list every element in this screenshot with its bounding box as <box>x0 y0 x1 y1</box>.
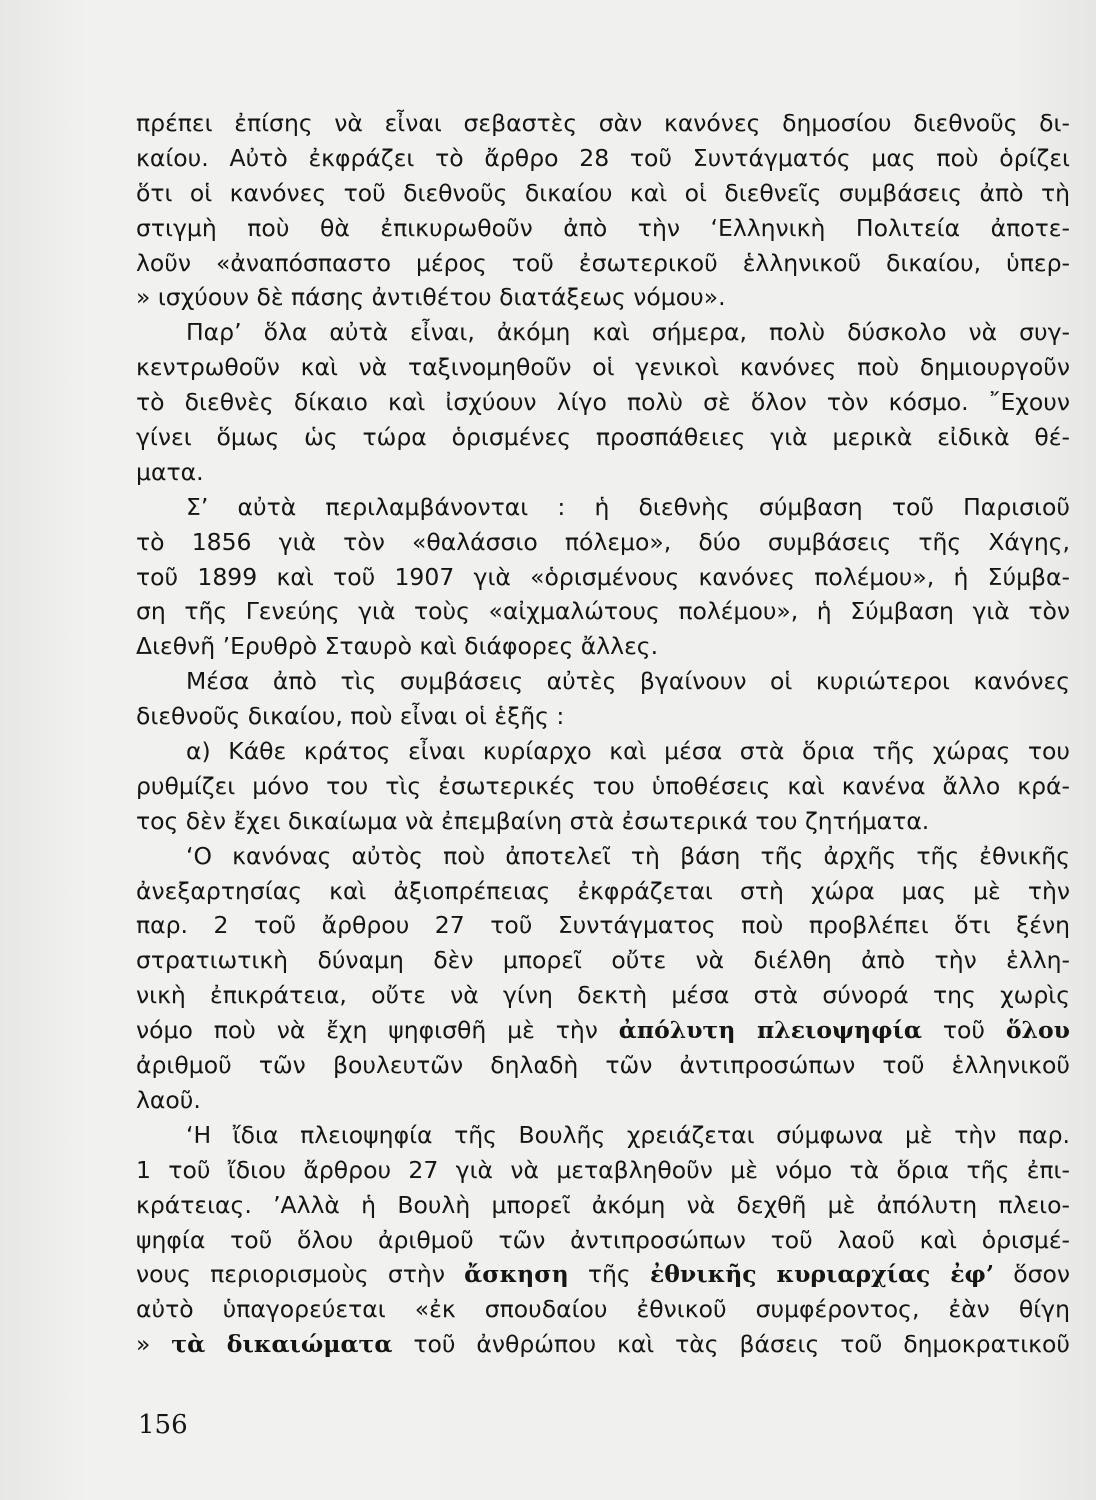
text-line: κεντρωθοῦν καὶ νὰ ταξινομηθοῦν οἱ γενικοὶ κανόνες ποὺ δημιουργοῦν <box>136 353 1070 382</box>
text-line: τοῦ 1899 καὶ τοῦ 1907 γιὰ «ὁρισμένους κανόνες πολέμου», ἡ Σύμβα- <box>136 562 1070 591</box>
paragraph-start-line: ‘Ο κανόνας αὐτὸς ποὺ ἀποτελεῖ τὴ βάση τῆς ἀρχῆς τῆς ἐθνικῆς <box>186 841 1070 870</box>
text-line: καίου. Αὐτὸ ἐκφράζει τὸ ἄρθρο 28 τοῦ Συντάγματός μας ποὺ ὁρίζει <box>136 143 1070 172</box>
text-line: τὸ διεθνὲς δίκαιο καὶ ἰσχύουν λίγο πολὺ σὲ ὅλον τὸν κόσμο. ῎Εχουν <box>136 388 1070 417</box>
text-line: λαοῦ. <box>136 1085 201 1114</box>
text-line: κράτειας. ’Αλλὰ ἡ Βουλὴ μπορεῖ ἀκόμη νὰ δεχθῆ μὲ ἀπόλυτη πλειο- <box>136 1190 1070 1219</box>
text-run: τῆς <box>568 1260 650 1289</box>
text-line: παρ. 2 τοῦ ἄρθρου 27 τοῦ Συντάγματος ποὺ προβλέπει ὅτι ξένη <box>136 911 1070 940</box>
text-run: νους περιορισμοὺς στὴν <box>136 1260 465 1289</box>
text-line: αὐτὸ ὑπαγορεύεται «ἐκ σπουδαίου ἐθνικοῦ συμφέροντος, ἐὰν θίγη <box>136 1295 1070 1324</box>
text-line: στιγμὴ ποὺ θὰ ἐπικυρωθοῦν ἀπὸ τὴν ‘Ελληνικὴ Πολιτεία ἀποτε- <box>136 213 1070 242</box>
text-line-with-bold <box>136 1257 1070 1292</box>
text-line: πρέπει ἐπίσης νὰ εἶναι σεβαστὲς σὰν κανόνες δημοσίου διεθνοῦς δι- <box>136 109 1070 137</box>
paragraph-start-line: Μέσα ἀπὸ τὶς συμβάσεις αὐτὲς βγαίνουν οἱ κυριώτεροι κανόνες <box>186 667 1070 696</box>
text-line: νικὴ ἐπικράτεια, οὔτε νὰ γίνη δεκτὴ μέσα στὰ σύνορά της χωρὶς <box>136 981 1070 1010</box>
text-run: νόμο ποὺ νὰ ἔχη ψηφισθῆ μὲ τὴν <box>136 1016 619 1045</box>
text-line: 1 τοῦ ἴδιου ἄρθρου 27 γιὰ νὰ μεταβληθοῦν μὲ νόμο τὰ ὅρια τῆς ἐπι- <box>136 1155 1070 1184</box>
text-line: » ισχύουν δὲ πάσης ἀντιθέτου διατάξεως νόμου». <box>136 283 726 312</box>
text-line: ψηφία τοῦ ὅλου ἀριθμοῦ τῶν ἀντιπροσώπων τοῦ λαοῦ καὶ ὁρισμέ- <box>136 1225 1070 1254</box>
text-line: ὅτι οἱ κανόνες τοῦ διεθνοῦς δικαίου καὶ οἱ διεθνεῖς συμβάσεις ἀπὸ τὴ <box>136 178 1070 207</box>
bold-phrase: ἄσκηση <box>464 1260 569 1289</box>
text-line-with-bold <box>136 1327 1070 1362</box>
text-line: στρατιωτικὴ δύναμη δὲν μπορεῖ οὔτε νὰ διέλθη ἀπὸ τὴν ἑλλη- <box>136 946 1070 975</box>
text-run: τοῦ ἀνθρώπου καὶ τὰς βάσεις τοῦ δημοκρατικοῦ <box>392 1330 1070 1359</box>
paragraph-start-line: Παρ’ ὅλα αὐτὰ εἶναι, ἀκόμη καὶ σήμερα, πολὺ δύσκολο νὰ συγ- <box>186 318 1070 347</box>
text-line: τος δὲν ἔχει δικαίωμα νὰ ἐπεμβαίνη στὰ ἐσωτερικά του ζητήματα. <box>136 806 930 835</box>
text-line: ματα. <box>136 457 204 486</box>
text-line: ση τῆς Γενεύης γιὰ τοὺς «αἰχμαλώτους πολέμου», ἡ Σύμβαση γιὰ τὸν <box>136 597 1070 626</box>
body-text <box>136 106 1070 1362</box>
text-line: λοῦν «ἀναπόσπαστο μέρος τοῦ ἐσωτερικοῦ ἑλληνικοῦ δικαίου, ὑπερ- <box>136 248 1070 277</box>
bold-phrase: τὰ δικαιώματα <box>171 1330 393 1359</box>
text-line: γίνει ὅμως ὡς τώρα ὁρισμένες προσπάθειες γιὰ μερικὰ εἰδικὰ θέ- <box>136 423 1070 452</box>
page-number: 156 <box>138 1410 188 1440</box>
text-line: διεθνοῦς δικαίου, ποὺ εἶναι οἱ ἑξῆς : <box>136 702 565 731</box>
text-line: τὸ 1856 γιὰ τὸν «θαλάσσιο πόλεμο», δύο συμβάσεις τῆς Χάγης, <box>136 527 1070 556</box>
bold-phrase: ὅλου <box>1005 1016 1070 1045</box>
paragraph-start-line: Σ’ αὐτὰ περιλαμβάνονται : ἡ διεθνὴς σύμβαση τοῦ Παρισιοῦ <box>186 492 1070 521</box>
text-run: » <box>136 1330 172 1359</box>
paragraph-start-line: ‘Η ἴδια πλειοψηφία τῆς Βουλῆς χρειάζεται σύμφωνα μὲ τὴν παρ. <box>186 1120 1070 1149</box>
text-line: ἀνεξαρτησίας καὶ ἀξιοπρέπειας ἐκφράζεται στὴ χώρα μας μὲ τὴν <box>136 876 1070 905</box>
list-item-a-line: α) Κάθε κράτος εἶναι κυρίαρχο καὶ μέσα στὰ ὅρια τῆς χώρας του <box>186 737 1070 766</box>
bold-phrase: ἀπόλυτη πλειοψηφία <box>618 1016 922 1045</box>
text-run: τοῦ <box>921 1016 1006 1045</box>
text-line-with-bold <box>136 1013 1070 1048</box>
text-line: Διεθνῆ ’Ερυθρὸ Σταυρὸ καὶ διάφορες ἄλλες. <box>136 632 659 661</box>
text-run: ὅσον <box>994 1260 1070 1289</box>
bold-phrase: ἐθνικῆς κυριαρχίας ἐφ’ <box>649 1260 994 1289</box>
text-line: ἀριθμοῦ τῶν βουλευτῶν δηλαδὴ τῶν ἀντιπροσώπων τοῦ ἑλληνικοῦ <box>136 1051 1070 1080</box>
text-line: ρυθμίζει μόνο του τὶς ἐσωτερικές του ὑποθέσεις καὶ κανένα ἄλλο κρά- <box>136 771 1070 800</box>
